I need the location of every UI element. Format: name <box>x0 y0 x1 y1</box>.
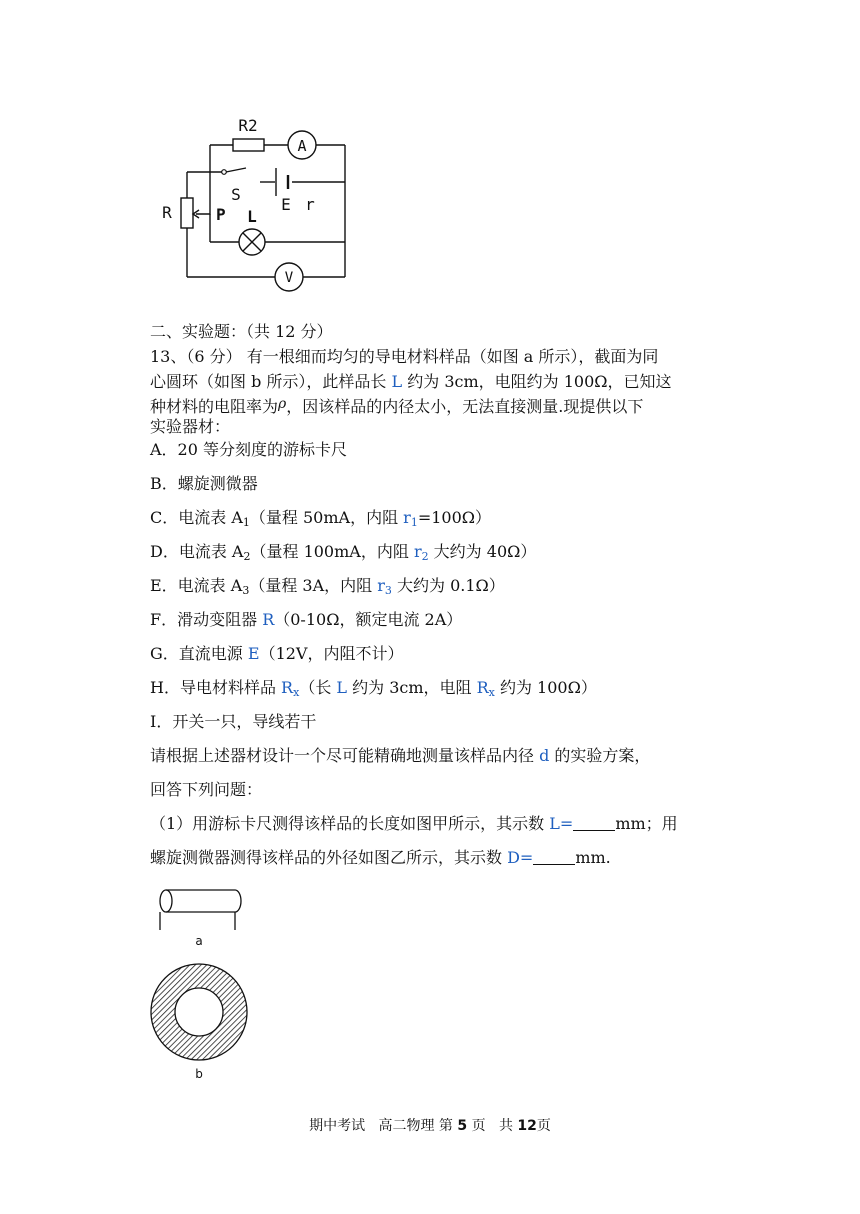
subscript: 1 <box>410 516 418 529</box>
answer-blank-L[interactable] <box>573 816 615 831</box>
figure-a-label: a <box>195 934 203 948</box>
footer-text: 共 <box>498 1118 513 1134</box>
label-rheostat: R <box>162 203 172 222</box>
symbol-d: d <box>539 746 550 765</box>
option-a: A．20 等分刻度的游标卡尺 <box>150 440 348 459</box>
instruction-text: 的实验方案， <box>549 746 651 765</box>
label-emf: E <box>281 195 291 214</box>
option-text: H．导电材料样品 <box>150 678 282 697</box>
q13-text: 种材料的电阻率为 <box>150 397 279 416</box>
instruction-line-1 <box>150 743 650 766</box>
q13-line-4: 实验器材： <box>150 417 231 436</box>
option-text: G．直流电源 <box>150 644 248 663</box>
section-title: 二、实验题：（共 12 分） <box>150 322 333 341</box>
label-voltmeter: V <box>284 270 294 286</box>
symbol-rho: ρ <box>278 396 287 412</box>
symbol-R: R <box>262 610 275 629</box>
instruction-line-2: 回答下列问题： <box>150 780 263 799</box>
option-h <box>150 675 597 699</box>
option-text: 约为 3cm，电阻 <box>347 678 477 697</box>
label-ammeter: A <box>297 137 307 155</box>
option-text: F．滑动变阻器 <box>150 610 263 629</box>
option-text: E．电流表 A <box>150 576 243 595</box>
option-c <box>150 505 491 529</box>
subscript: 2 <box>421 550 429 563</box>
q13-line-1: 13、（6 分） 有一根细而均匀的导电材料样品（如图 a 所示），截面为同 <box>150 347 659 366</box>
footer-page-number: 5 <box>457 1118 468 1134</box>
option-f <box>150 607 462 630</box>
symbol-L: L <box>391 372 403 391</box>
sub1-line-2 <box>150 845 611 868</box>
option-text: 约为 100Ω） <box>494 678 597 697</box>
symbol-r: r <box>413 542 422 561</box>
q13-text: 心圆环（如图 b 所示），此样品长 <box>150 372 392 391</box>
subscript: x <box>293 686 300 699</box>
option-text: C．电流表 A <box>150 508 243 527</box>
symbol-L: L <box>336 678 348 697</box>
subscript: 1 <box>242 516 250 529</box>
sub1-text: mm. <box>575 848 611 867</box>
equals: = <box>519 848 534 867</box>
option-text: （12V，内阻不计） <box>259 644 404 663</box>
option-text: 大约为 40Ω） <box>428 542 537 561</box>
sub1-text: mm；用 <box>615 814 678 833</box>
option-d <box>150 539 536 563</box>
symbol-R: R <box>281 678 294 697</box>
footer-exam: 期中考试 <box>309 1118 366 1134</box>
symbol-r: r <box>377 576 385 595</box>
subscript: 2 <box>243 550 251 563</box>
symbol-r: r <box>403 508 411 527</box>
option-text: （量程 3A，内阻 <box>249 576 378 595</box>
symbol-D: D <box>507 848 520 867</box>
label-internal: r <box>305 195 315 214</box>
option-i: I．开关一只，导线若干 <box>150 712 317 731</box>
sub1-line-1 <box>150 811 678 834</box>
circuit-diagram <box>0 0 860 300</box>
symbol-R: R <box>476 678 489 697</box>
q13-text: ，因该样品的内径太小，无法直接测量.现提供以下 <box>286 397 644 416</box>
symbol-E: E <box>247 644 260 663</box>
option-text: D．电流表 A <box>150 542 244 561</box>
subscript: 3 <box>242 584 250 597</box>
figure-b-label: b <box>195 1067 203 1081</box>
label-slider: P <box>216 205 226 224</box>
sub1-text: （1）用游标卡尺测得该样品的长度如图甲所示，其示数 <box>150 814 550 833</box>
symbol-L: L <box>549 814 560 833</box>
footer-subject: 高二物理 <box>378 1118 435 1134</box>
subscript: 3 <box>384 584 392 597</box>
option-text: 大约为 0.1Ω） <box>391 576 505 595</box>
label-lamp: L <box>247 207 257 226</box>
equals: = <box>559 814 574 833</box>
footer-text: 页 <box>471 1118 486 1134</box>
option-e <box>150 573 505 597</box>
sub1-text: 螺旋测微器测得该样品的外径如图乙所示，其示数 <box>150 848 508 867</box>
option-g <box>150 641 403 664</box>
page-footer <box>0 1115 860 1135</box>
answer-blank-D[interactable] <box>533 850 575 865</box>
label-r2: R2 <box>238 116 258 135</box>
subscript: x <box>488 686 495 699</box>
option-text: （量程 100mA，内阻 <box>250 542 414 561</box>
option-b: B．螺旋测微器 <box>150 474 258 493</box>
q13-text: 约为 3cm，电阻约为 100Ω，已知这 <box>402 372 672 391</box>
option-text: （长 <box>299 678 337 697</box>
q13-line-2 <box>150 369 672 392</box>
instruction-text: 请根据上述器材设计一个尽可能精确地测量该样品内径 <box>150 746 540 765</box>
footer-text: 页 <box>536 1118 551 1134</box>
option-text: =100Ω） <box>417 508 492 527</box>
footer-text: 第 <box>438 1118 453 1134</box>
footer-total-pages: 12 <box>517 1118 537 1134</box>
label-switch: S <box>231 185 241 204</box>
option-text: （0-10Ω，额定电流 2A） <box>274 610 463 629</box>
option-text: （量程 50mA，内阻 <box>249 508 404 527</box>
